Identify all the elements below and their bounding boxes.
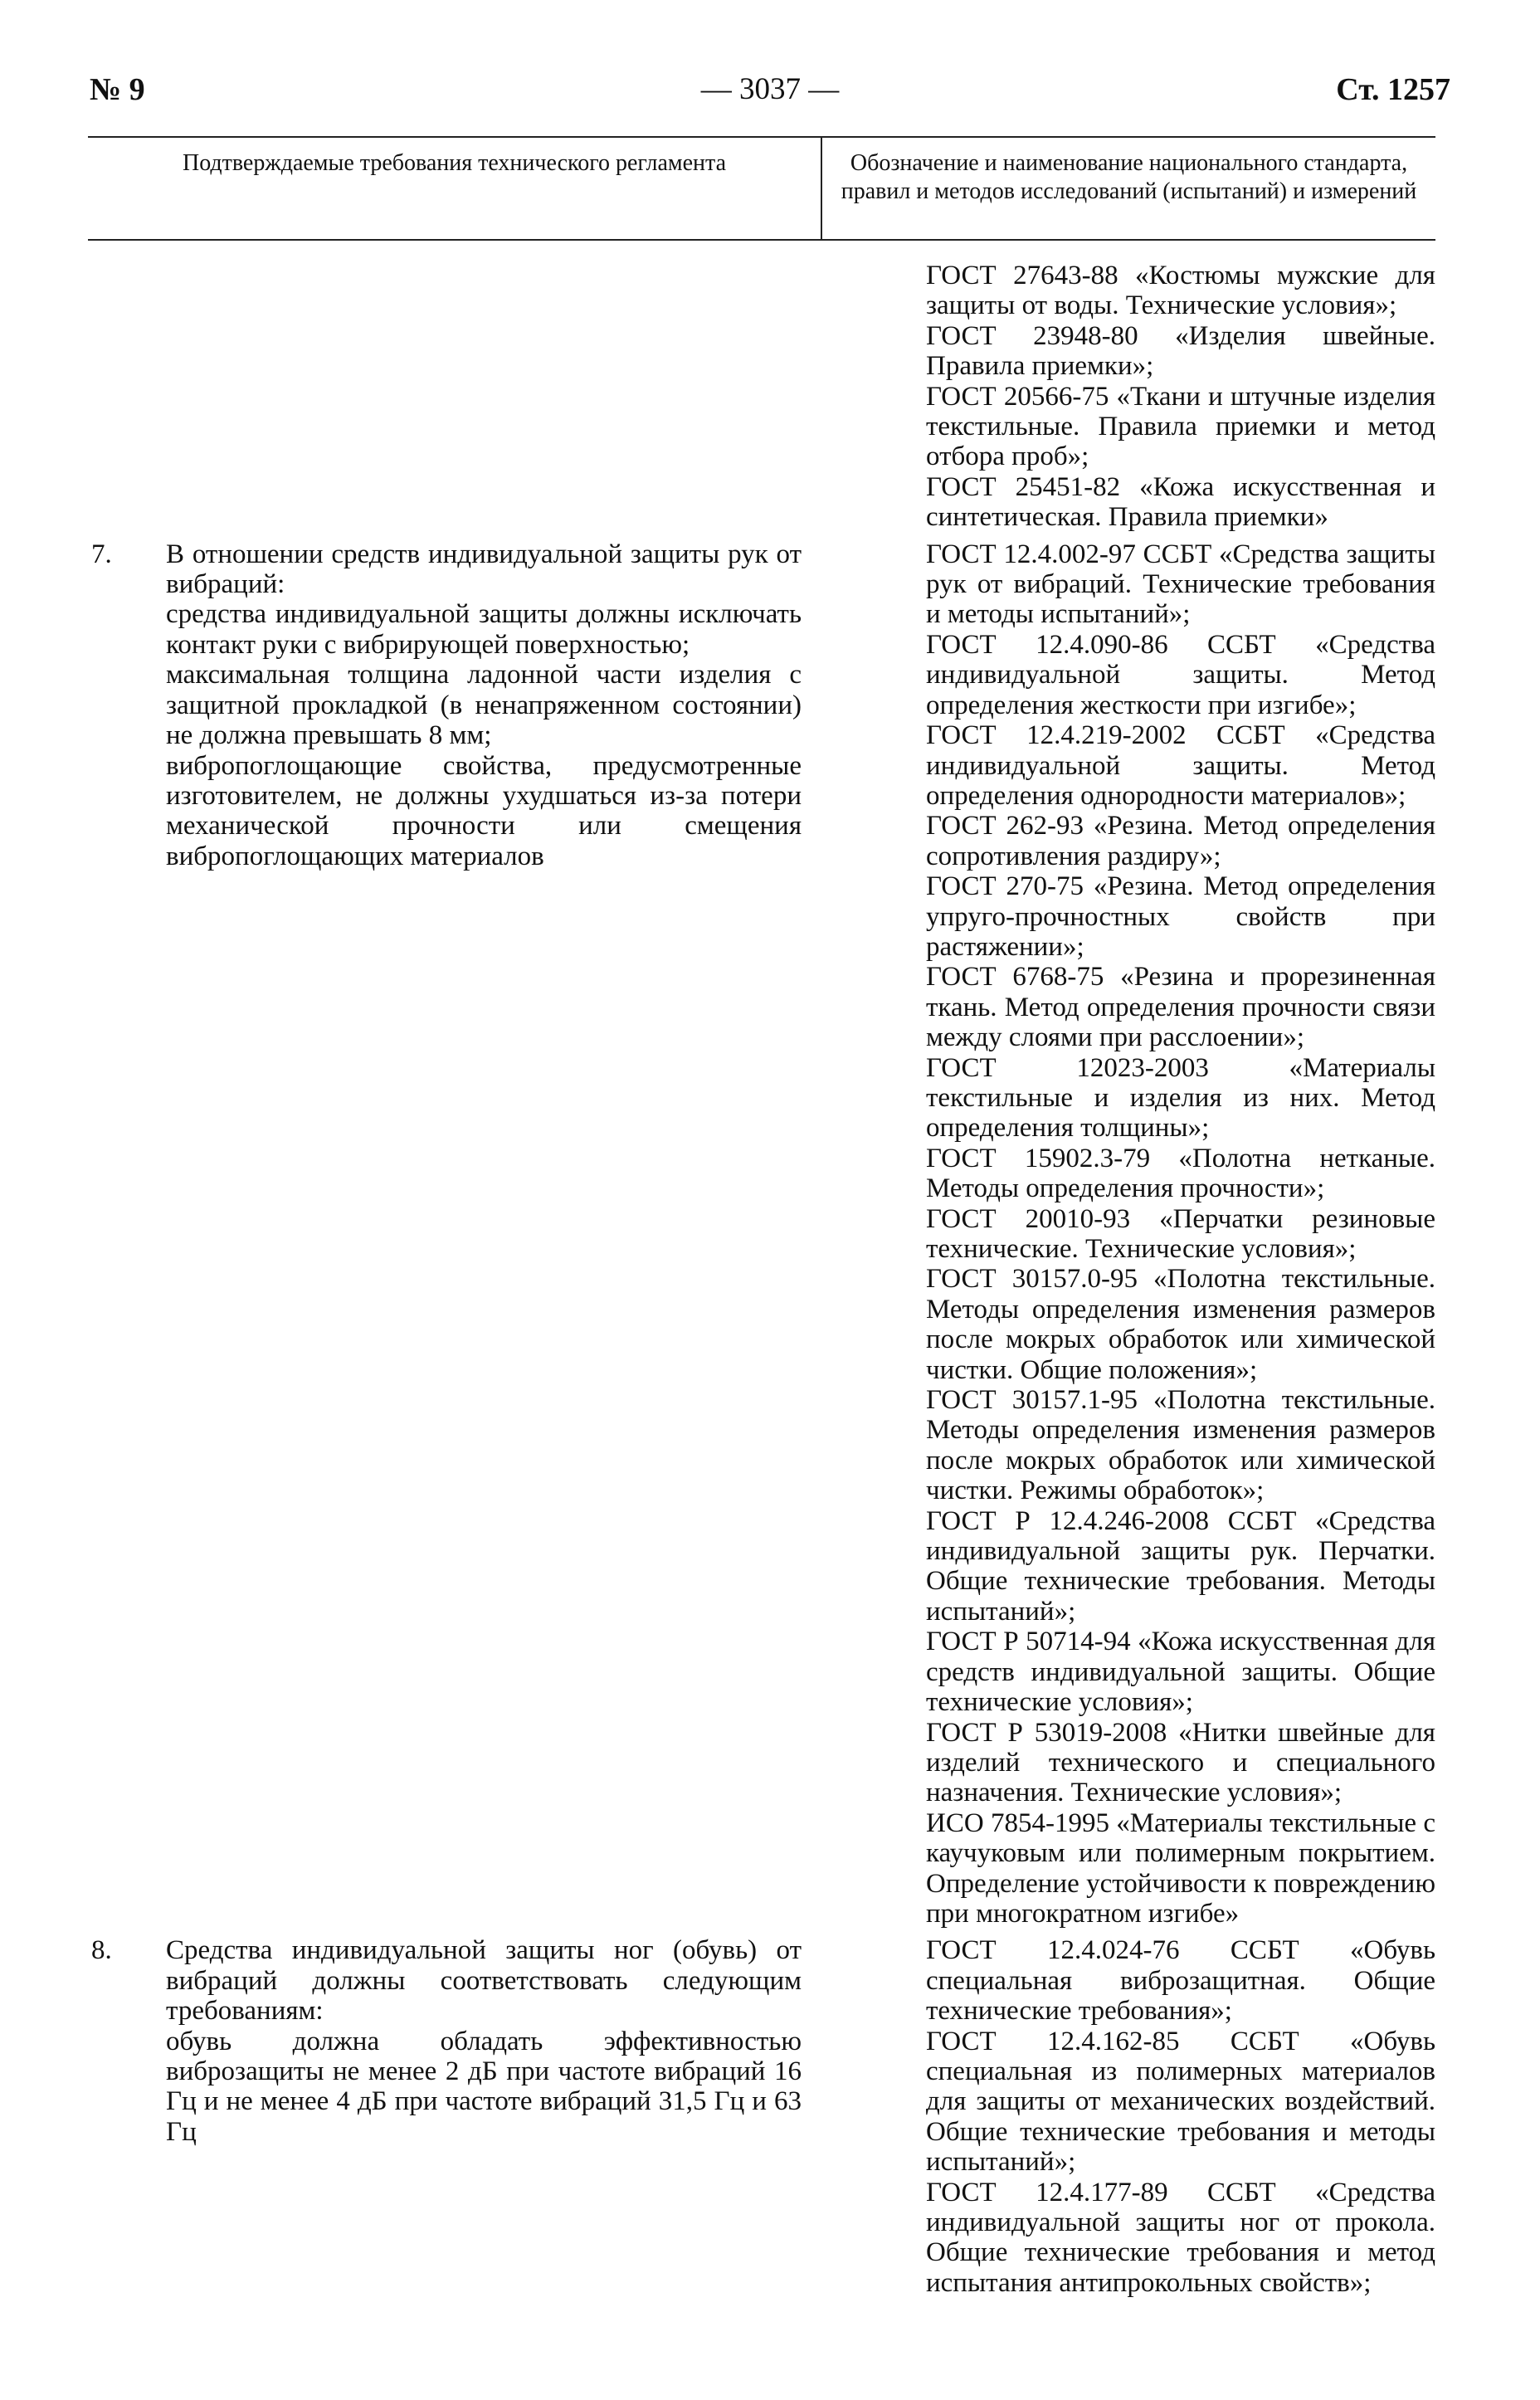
table-row	[88, 539, 1435, 1929]
requirement-line: Средства индивидуальной защиты ног (обувь) от вибраций должны соответствовать следующим требованиям:	[166, 1935, 802, 2027]
requirement-cell	[88, 1935, 802, 2298]
requirement-text	[166, 1935, 802, 2298]
standard-entry: ГОСТ 25451-82 «Кожа искусственная и синтетическая. Правила приемки»	[926, 471, 1435, 533]
standard-entry: ГОСТ 30157.0-95 «Полотна текстильные. Методы определения изменения размеров после мокрых обработок или химической чистки. Общие положения»;	[926, 1264, 1435, 1385]
standard-entry: ГОСТ 12023-2003 «Материалы текстильные и изделия из них. Метод определения толщины»;	[926, 1052, 1435, 1144]
standards-cell	[926, 539, 1435, 1929]
table-body	[88, 261, 1435, 2305]
standards-cell	[926, 1935, 1435, 2298]
requirement-cell	[88, 261, 802, 533]
standard-entry: ГОСТ 12.4.177-89 ССБТ «Средства индивидуальной защиты ног от прокола. Общие технические требования и метод испытания антипрокольных свойств»;	[926, 2177, 1435, 2298]
standard-entry: ГОСТ 12.4.090-86 ССБТ «Средства индивидуальной защиты. Метод определения жесткости при изгибе»;	[926, 629, 1435, 720]
row-number	[88, 261, 166, 533]
standard-entry: ГОСТ 6768-75 «Резина и прорезиненная ткань. Метод определения прочности связи между слоями при расслоении»;	[926, 962, 1435, 1053]
row-number: 8.	[91, 1935, 112, 1966]
requirement-line: вибропоглощающие свойства, предусмотренные изготовителем, не должны ухудшаться из-за потери механической прочности или смещения вибропоглощающих материалов	[166, 750, 802, 871]
standard-entry: ГОСТ 23948-80 «Изделия швейные. Правила приемки»;	[926, 320, 1435, 382]
standard-entry: ИСО 7854-1995 «Материалы текстильные с каучуковым или полимерным покрытием. Определение устойчивости к повреждению при многократном изгибе»	[926, 1807, 1435, 1929]
standard-entry: ГОСТ 270-75 «Резина. Метод определения упруго-прочностных свойств при растяжении»;	[926, 871, 1435, 962]
requirement-line: обувь должна обладать эффективностью виброзащиты не менее 2 дБ при частоте вибраций 16 Гц и не менее 4 дБ при частоте вибраций 31,5 Гц и 63 Гц	[166, 2026, 802, 2147]
standard-entry: ГОСТ 262-93 «Резина. Метод определения сопротивления раздиру»;	[926, 811, 1435, 871]
row-number: 7.	[91, 539, 112, 569]
standard-entry: ГОСТ 12.4.162-85 ССБТ «Обувь специальная из полимерных материалов для защиты от механических воздействий. Общие технические требования и методы испытаний»;	[926, 2026, 1435, 2178]
standard-entry: ГОСТ 20566-75 «Ткани и штучные изделия текстильные. Правила приемки и метод отбора проб»;	[926, 381, 1435, 472]
issue-number: № 9	[90, 72, 145, 107]
standard-entry: ГОСТ 30157.1-95 «Полотна текстильные. Методы определения изменения размеров после мокрых обработок или химической чистки. Режимы обработок»;	[926, 1385, 1435, 1506]
standard-entry: ГОСТ 12.4.024-76 ССБТ «Обувь специальная виброзащитная. Общие технические требования»;	[926, 1935, 1435, 2027]
requirement-line: В отношении средств индивидуальной защиты рук от вибраций:	[166, 539, 802, 600]
table-row	[88, 261, 1435, 533]
standard-entry: ГОСТ 20010-93 «Перчатки резиновые технические. Технические условия»;	[926, 1203, 1435, 1264]
article-number: Ст. 1257	[1336, 72, 1450, 107]
requirement-line: средства индивидуальной защиты должны исключать контакт руки с вибрирующей поверхностью;	[166, 599, 802, 660]
requirement-cell	[88, 539, 802, 1929]
column-header-standards: Обозначение и наименование национального стандарта, правил и методов исследований (испытаний) и измерений	[841, 150, 1417, 204]
standard-entry: ГОСТ 15902.3-79 «Полотна нетканые. Методы определения прочности»;	[926, 1143, 1435, 1204]
page-number: — 3037 —	[700, 72, 840, 106]
requirement-text	[166, 261, 802, 533]
column-header-requirements: Подтверждаемые требования технического регламента	[182, 150, 727, 176]
standard-entry: ГОСТ Р 50714-94 «Кожа искусственная для средств индивидуальной защиты. Общие технические условия»;	[926, 1627, 1435, 1718]
table-row	[88, 1935, 1435, 2298]
table-top-rule	[88, 136, 1435, 138]
standards-cell	[926, 261, 1435, 533]
requirement-line: максимальная толщина ладонной части изделия с защитной прокладкой (в ненапряженном состоянии) не должна превышать 8 мм;	[166, 660, 802, 751]
standard-entry: ГОСТ 27643-88 «Костюмы мужские для защиты от воды. Технические условия»;	[926, 261, 1435, 321]
standard-entry: ГОСТ 12.4.219-2002 ССБТ «Средства индивидуальной защиты. Метод определения однородности материалов»;	[926, 720, 1435, 811]
standard-entry: ГОСТ Р 12.4.246-2008 ССБТ «Средства индивидуальной защиты рук. Перчатки. Общие технические требования. Методы испытаний»;	[926, 1505, 1435, 1627]
standard-entry: ГОСТ Р 53019-2008 «Нитки швейные для изделий технического и специального назначения. Технические условия»;	[926, 1717, 1435, 1808]
table-header-rule	[88, 239, 1435, 241]
requirement-text	[166, 539, 802, 1929]
running-head	[90, 71, 1450, 121]
standard-entry: ГОСТ 12.4.002-97 ССБТ «Средства защиты рук от вибраций. Технические требования и методы испытаний»;	[926, 539, 1435, 630]
